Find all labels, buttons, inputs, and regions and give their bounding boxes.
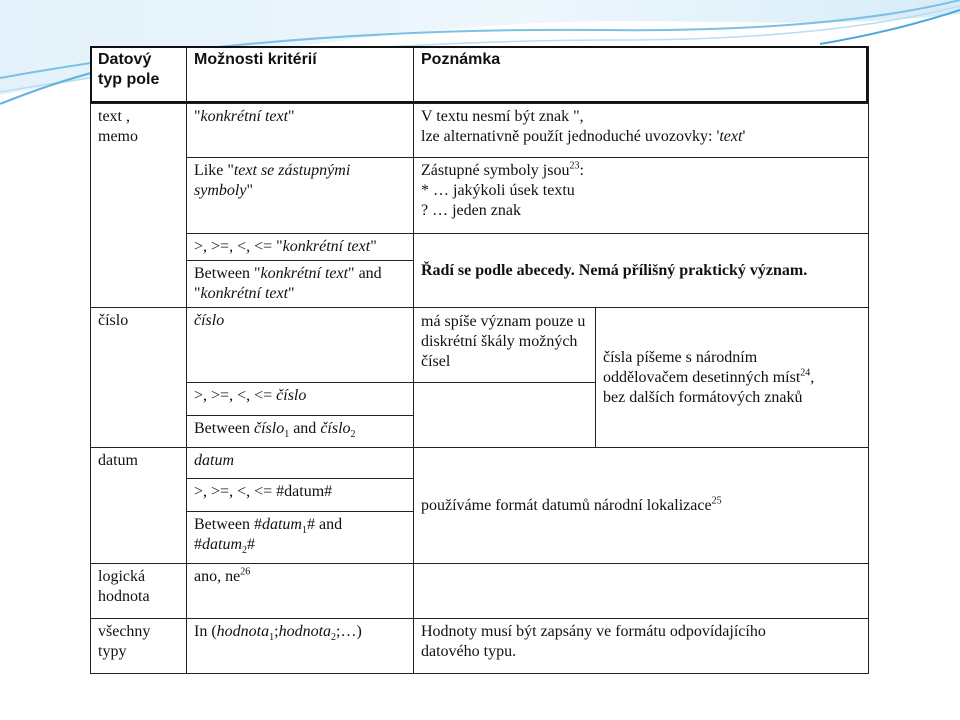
header-note: Poznámka: [414, 47, 869, 104]
criteria-number-compare: >, >=, <, <= číslo: [187, 383, 414, 416]
criteria-date-exact: datum: [187, 448, 414, 479]
note-number-format: čísla píšeme s národním oddělovačem desetinných míst$^{24}$, bez dalších formátových znaků: [596, 308, 869, 448]
type-date: datum: [91, 448, 187, 564]
type-number: číslo: [91, 308, 187, 448]
note-boolean-empty: [414, 564, 869, 619]
header-data-type: Datový typ pole: [91, 47, 187, 104]
type-text-memo: text , memo: [91, 104, 187, 308]
criteria-text-like: Like "text se zástupnými symboly": [187, 158, 414, 234]
criteria-date-between: Between #datum$_1$# and #datum$_2$#: [187, 512, 414, 564]
type-all: všechny typy: [91, 619, 187, 674]
criteria-date-compare: >, >=, <, <= #datum#: [187, 479, 414, 512]
criteria-boolean: ano, $ne^{26}$: [187, 564, 414, 619]
criteria-number-exact: číslo: [187, 308, 414, 383]
type-boolean: logická hodnota: [91, 564, 187, 619]
note-date-format: používáme formát datumů národní lokalizace$^{25}$: [414, 448, 869, 564]
criteria-text-compare: >, >=, <, <= "konkrétní text": [187, 234, 414, 261]
criteria-text-exact: "konkrétní text": [187, 104, 414, 158]
criteria-table: [90, 46, 869, 674]
note-text-wildcards: Zástupné symboly jsou$^{23}$: * … jakýkoli úsek textu ? … jeden znak: [414, 158, 869, 234]
note-all-format: Hodnoty musí být zapsány ve formátu odpovídajícího datového typu.: [414, 619, 869, 674]
note-number-discrete: má spíše význam pouze u diskrétní škály možných čísel: [414, 308, 596, 383]
note-number-empty: [414, 383, 596, 448]
note-text-order: Řadí se podle abecedy. Nemá přílišný praktický význam.: [414, 234, 869, 308]
criteria-number-between: Between číslo$_1$ and číslo$_2$: [187, 416, 414, 448]
criteria-text-between: Between "konkrétní text" and "konkrétní text": [187, 261, 414, 308]
criteria-all-in: In (hodnota$_1$;hodnota$_2$;…): [187, 619, 414, 674]
header-criteria: Možnosti kritérií: [187, 47, 414, 104]
note-text-quotes: V textu nesmí být znak ", lze alternativně použít jednoduché uvozovky: 'text': [414, 104, 869, 158]
